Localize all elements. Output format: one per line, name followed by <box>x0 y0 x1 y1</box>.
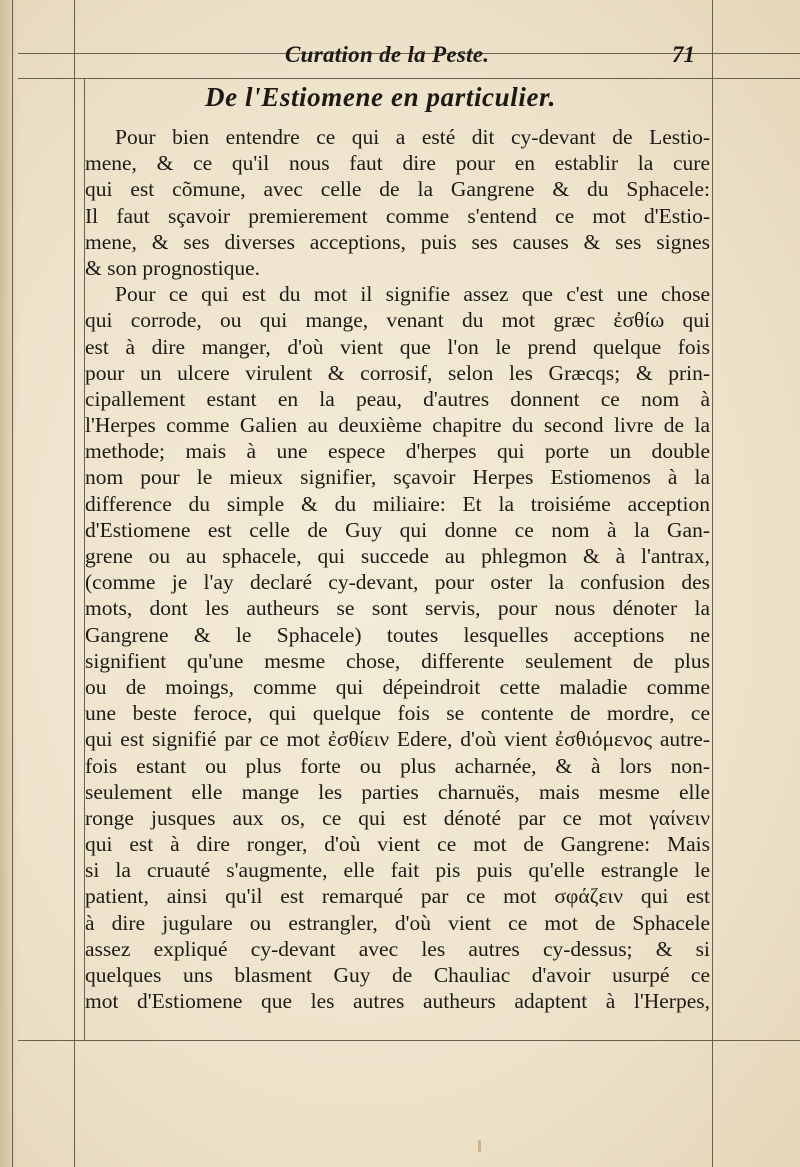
text-line: Gangrene & le Sphacele) toutes lesquelles acceptions ne <box>85 622 710 647</box>
text-line: assez expliqué cy-devant avec les autres cy-dessus; & si <box>85 936 710 961</box>
text-line: Pour ce qui est du mot il signifie assez que c'est une chose <box>115 282 710 307</box>
text-line: Pour bien entendre ce qui a esté dit cy-devant de Lestio- <box>115 125 710 149</box>
text-line: mene, & ses diverses acceptions, puis ses causes & ses signes <box>85 229 710 254</box>
text-line: Il faut sçavoir premierement comme s'entend ce mot d'Estio- <box>85 203 710 228</box>
text-line: l'Herpes comme Galien au deuxième chapitre du second livre de la <box>85 413 710 438</box>
body-text <box>85 124 710 1014</box>
text-line: qui est signifié par ce mot ἐσθίειν Edere, d'où vient ἐσθιόμενος autre- <box>85 727 710 752</box>
binding-gutter-shadow <box>0 0 18 1167</box>
frame-rule-right <box>712 0 713 1167</box>
frame-rule-left-outer <box>12 0 13 1167</box>
text-line: methode; mais à une espece d'herpes qui porte un double <box>85 439 710 464</box>
text-line: qui est cõmune, avec celle de la Gangrene & du Sphacele: <box>85 177 710 202</box>
frame-rule-left <box>74 0 75 1167</box>
text-line: seulement elle mange les parties charnuës, mais mesme elle <box>85 779 710 804</box>
running-head: Curation de la Peste. <box>285 42 490 67</box>
text-line: mene, & ce qu'il nous faut dire pour en establir la cure <box>85 151 710 176</box>
text-line: si la cruauté s'augmente, elle fait pis puis qu'elle estrangle le <box>85 858 710 883</box>
text-line: mot d'Estiomene que les autres autheurs adaptent à l'Herpes, <box>85 989 710 1014</box>
text-line: qui corrode, ou qui mange, venant du mot græc ἐσθίω qui <box>85 308 710 333</box>
paper-blemish <box>478 1140 481 1152</box>
text-line: ronge jusques aux os, ce qui est dénoté par ce mot γαίνειν <box>85 805 710 830</box>
frame-rule-bottom <box>18 1040 800 1041</box>
text-line: ou de moings, comme qui dépeindroit cette maladie comme <box>85 674 710 699</box>
text-line: fois estant ou plus forte ou plus acharnée, & à lors non- <box>85 753 710 778</box>
text-line: patient, ainsi qu'il est remarqué par ce mot σφάζειν qui est <box>85 884 710 909</box>
frame-rule-header <box>18 78 800 79</box>
text-line: difference du simple & du miliaire: Et la troisiéme acception <box>85 491 710 516</box>
text-line: pour un ulcere virulent & corrosif, selon les Græcqs; & prin- <box>85 360 710 385</box>
text-line: mots, dont les autheurs se sont servis, pour nous dénoter la <box>85 596 710 621</box>
text-line: signifient qu'une mesme chose, differente seulement de plus <box>85 648 710 673</box>
text-line: & son prognostique. <box>85 255 260 280</box>
text-line: qui est à dire ronger, d'où vient ce mot de Gangrene: Mais <box>85 832 710 857</box>
text-line: une beste feroce, qui quelque fois se contente de mordre, ce <box>85 701 710 726</box>
text-line: d'Estiomene est celle de Guy qui donne ce nom à la Gan- <box>85 517 710 542</box>
text-line: (comme je l'ay declaré cy-devant, pour oster la confusion des <box>85 570 710 595</box>
text-line: quelques uns blasment Guy de Chauliac d'avoir usurpé ce <box>85 963 710 987</box>
text-line: à dire jugulare ou estrangler, d'où vient ce mot de Sphacele <box>85 910 710 935</box>
chapter-title: De l'Estiomene en particulier. <box>205 82 557 112</box>
page-number: 71 <box>672 42 695 67</box>
text-line: est à dire manger, d'où vient que l'on le prend quelque fois <box>85 334 710 359</box>
text-line: cipallement estant en la peau, d'autres donnent ce nom à <box>85 386 710 411</box>
text-line: grene ou au sphacele, qui succede au phlegmon & à l'antrax, <box>85 544 710 568</box>
text-line: nom pour le mieux signifier, sçavoir Herpes Estiomenos à la <box>85 465 710 490</box>
